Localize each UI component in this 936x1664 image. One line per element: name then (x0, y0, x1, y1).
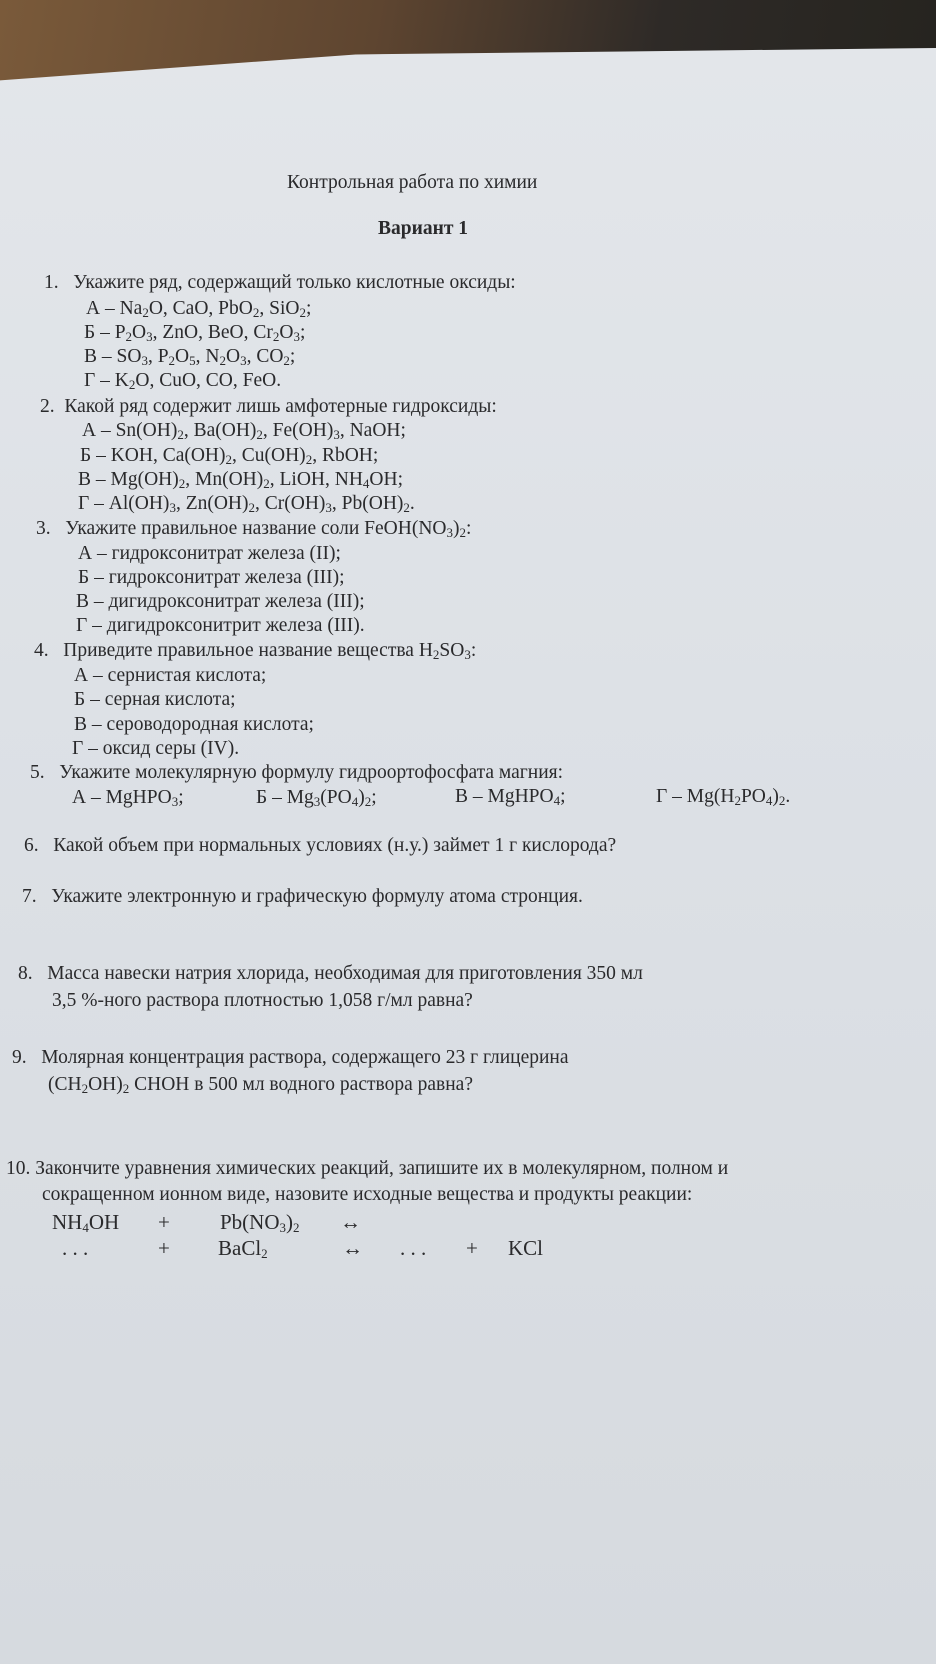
question-number: 5. (30, 762, 45, 783)
q4-option-b: Б – серная кислота; (74, 689, 236, 710)
question-7 (22, 886, 583, 908)
question-number: 1. (44, 272, 59, 293)
q2-option-a: А – $Sn(OH)_2$, $Ba(OH)_2$, $Fe(OH)_3$, NaOH; (82, 420, 406, 442)
question-9 (12, 1047, 569, 1069)
question-8-continued: 3,5 %-ного раствора плотностью 1,058 г/мл равна? (52, 990, 473, 1011)
question-text: Какой объем при нормальных условиях (н.у.) займет 1 г кислорода? (53, 835, 617, 856)
q2-option-d: Г – $Al(OH)_3$, $Zn(OH)_2$, $Cr(OH)_3$, $Pb(OH)_2$. (78, 493, 415, 515)
q4-option-d: Г – оксид серы (IV). (72, 738, 240, 759)
question-number: 7. (22, 886, 37, 907)
eq1-reagent-1: $NH_4OH$ (52, 1210, 120, 1235)
q2-option-b: Б – KOH, $Ca(OH)_2$, $Cu(OH)_2$, RbOH; (80, 445, 379, 467)
q5-option-c: В – MgHPO$_4$; (455, 786, 566, 808)
question-text: Закончите уравнения химических реакций, запишите их в молекулярном, полном и (35, 1158, 729, 1179)
question-text: Укажите электронную и графическую формулу атома стронция. (51, 886, 583, 907)
question-10-continued: сокращенном ионном виде, назовите исходные вещества и продукты реакции: (42, 1184, 693, 1205)
q2-option-c: В – $Mg(OH)_2$, $Mn(OH)_2$, LiOH, $NH_4OH$; (78, 469, 404, 491)
question-text: Молярная концентрация раствора, содержащего 23 г глицерина (41, 1047, 569, 1068)
q1-option-b: Б – $P_2O_3$, ZnO, BeO, $Cr_2O_3$; (84, 322, 306, 344)
eq2-plus-1: + (158, 1236, 170, 1260)
question-9-continued: $(CH_2OH)_2$ CHOH в 500 мл водного раствора равна? (48, 1074, 473, 1096)
q5-option-b: Б – $Mg_3(PO_4)_2$; (256, 787, 377, 809)
eq2-reagent: BaCl$_2$ (218, 1236, 268, 1261)
question-number: 3. (36, 518, 51, 539)
q1-option-d: Г – $K_2O$, CuO, CO, FeO. (84, 370, 282, 392)
question-text: Масса навески натрия хлорида, необходимая для приготовления 350 мл (47, 963, 643, 984)
eq2-arrow: ↔ (342, 1236, 363, 1260)
question-3 (36, 518, 471, 540)
variant-heading: Вариант 1 (378, 218, 469, 239)
question-2 (40, 396, 497, 418)
eq2-blank-2: . . . (400, 1236, 427, 1260)
question-number: 8. (18, 963, 33, 984)
q3-option-c: В – дигидроксонитрат железа (III); (76, 591, 365, 612)
q3-option-a: А – гидроксонитрат железа (II); (78, 543, 341, 564)
q5-option-a: А – MgHPO$_3$; (72, 787, 184, 809)
eq2-blank-1: . . . (62, 1236, 89, 1260)
question-text: Приведите правильное название вещества $H_2SO_3$: (63, 640, 477, 662)
document-title: Контрольная работа по химии (287, 172, 538, 193)
question-text: Укажите правильное название соли $FeOH(NO_3)_2$: (65, 518, 472, 540)
question-text: Какой ряд содержит лишь амфотерные гидроксиды: (64, 396, 497, 417)
q5-option-d: Г – $Mg(H_2PO_4)_2$. (656, 786, 791, 808)
q3-option-d: Г – дигидроксонитрит железа (III). (76, 615, 365, 636)
eq2-plus-2: + (466, 1236, 478, 1260)
question-number: 2. (40, 396, 55, 417)
question-10 (6, 1158, 728, 1180)
q3-option-b: Б – гидроксонитрат железа (III); (78, 567, 345, 588)
question-8 (18, 963, 643, 985)
question-number: 9. (12, 1047, 27, 1068)
q1-option-a: А – $Na_2O$, CaO, PbO$_2$, SiO$_2$; (86, 298, 312, 320)
question-number: 6. (24, 835, 39, 856)
q4-option-a: А – сернистая кислота; (74, 665, 267, 686)
eq1-arrow: ↔ (340, 1210, 361, 1234)
q1-option-c: В – $SO_3$, $P_2O_5$, $N_2O_3$, $CO_2$; (84, 346, 296, 368)
q4-option-c: В – сероводородная кислота; (74, 714, 314, 735)
eq1-plus: + (158, 1210, 170, 1234)
question-text: Укажите молекулярную формулу гидроортофосфата магния: (59, 762, 564, 783)
question-text: Укажите ряд, содержащий только кислотные оксиды: (73, 272, 516, 293)
question-5 (30, 762, 563, 784)
question-6 (24, 835, 616, 857)
question-1 (44, 272, 516, 294)
question-number: 10. (6, 1158, 31, 1179)
eq1-reagent-2: $Pb(NO_3)_2$ (220, 1210, 300, 1235)
question-number: 4. (34, 640, 49, 661)
question-4 (34, 640, 476, 662)
eq2-product: KCl (508, 1236, 544, 1260)
